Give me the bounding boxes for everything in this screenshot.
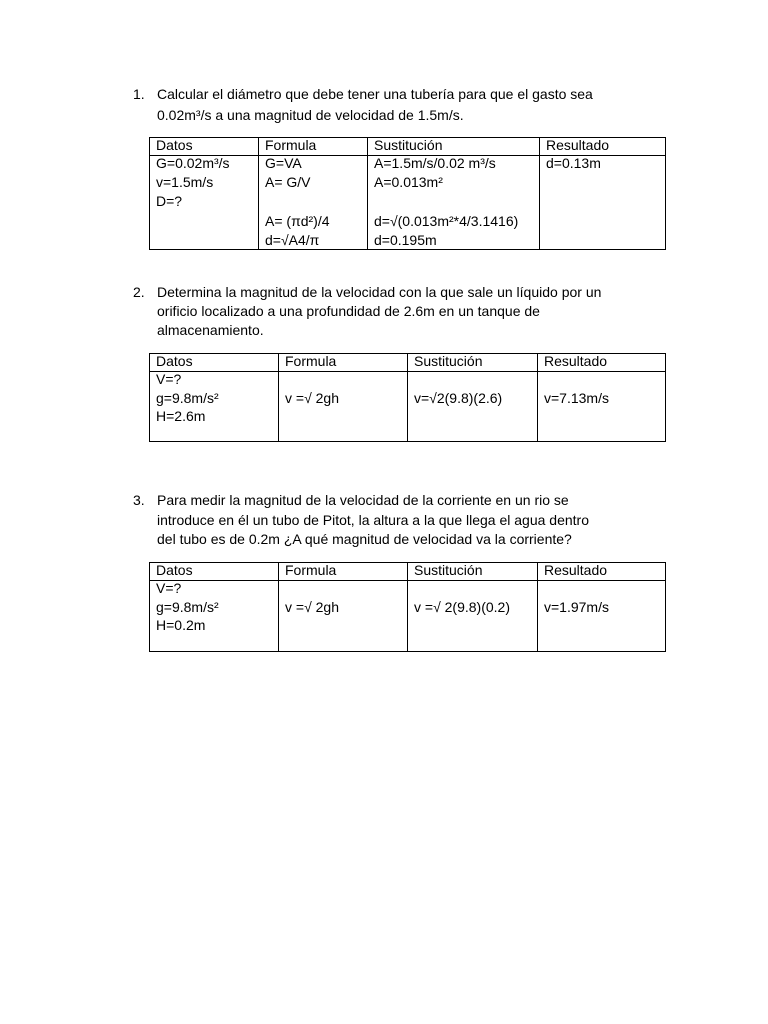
datos-line: H=0.2m <box>156 617 206 633</box>
formula-line: v =√ 2gh <box>285 598 339 615</box>
datos-line: G=0.02m³/s <box>156 155 230 171</box>
statement-line: Para medir la magnitud de la velocidad de la corriente en un rio se <box>157 492 569 508</box>
solution-table <box>149 562 666 652</box>
datos-line: g=9.8m/s² <box>156 389 219 406</box>
cell-sustitucion <box>367 155 539 249</box>
solution-table <box>149 137 666 250</box>
formula-line: d=√A4/π <box>265 231 320 248</box>
statement-line: orificio localizado a una profundidad de 2.6m en un tanque de <box>157 303 540 319</box>
header-resultado: Resultado <box>537 562 665 580</box>
sustitucion-line: d=√(0.013m²*4/3.1416) <box>374 212 519 229</box>
resultado-line: v=1.97m/s <box>544 598 609 615</box>
statement-line: 0.02m³/s a una magnitud de velocidad de 1.5m/s. <box>157 106 464 123</box>
sustitucion-line: v=√2(9.8)(2.6) <box>414 389 503 406</box>
statement-line: Calcular el diámetro que debe tener una tubería para que el gasto sea <box>157 86 593 102</box>
formula-line: A= G/V <box>265 174 311 191</box>
datos-line: V=? <box>156 371 182 387</box>
cell-sustitucion <box>407 580 537 651</box>
blank-line <box>374 192 539 211</box>
formula-line: A= (πd²)/4 <box>265 212 330 229</box>
header-resultado: Resultado <box>539 137 665 155</box>
datos-line: V=? <box>156 580 182 596</box>
header-formula: Formula <box>258 137 367 155</box>
sustitucion-line: A=0.013m² <box>374 174 443 191</box>
header-datos: Datos <box>149 137 258 155</box>
statement-line: Determina la magnitud de la velocidad con la que sale un líquido por un <box>157 284 602 300</box>
sustitucion-line: d=0.195m <box>374 231 437 248</box>
header-resultado: Resultado <box>537 353 665 371</box>
datos-line: D=? <box>156 193 183 210</box>
statement-line: del tubo es de 0.2m ¿A qué magnitud de velocidad va la corriente? <box>157 531 572 547</box>
cell-resultado <box>537 371 665 441</box>
blank-line <box>265 192 367 211</box>
sustitucion-line: v =√ 2(9.8)(0.2) <box>414 598 510 615</box>
header-sustitucion: Sustitución <box>407 562 537 580</box>
problem-statement <box>157 283 601 340</box>
cell-resultado <box>539 155 665 249</box>
statement-line: almacenamiento. <box>157 322 264 338</box>
header-sustitucion: Sustitución <box>407 353 537 371</box>
cell-sustitucion <box>407 371 537 441</box>
cell-formula <box>258 155 367 249</box>
statement-line: introduce en él un tubo de Pitot, la altura a la que llega el agua dentro <box>157 511 589 528</box>
cell-datos <box>149 155 258 249</box>
formula-line: v =√ 2gh <box>285 389 339 406</box>
cell-formula <box>278 371 407 441</box>
formula-line: G=VA <box>265 155 302 171</box>
cell-datos <box>149 580 278 651</box>
resultado-line: d=0.13m <box>546 155 601 171</box>
problem-number: 2. <box>133 284 145 300</box>
cell-formula <box>278 580 407 651</box>
header-datos: Datos <box>149 353 278 371</box>
problem-number: 3. <box>133 492 145 508</box>
problem-statement <box>157 491 589 550</box>
header-formula: Formula <box>278 562 407 580</box>
problem-number: 1. <box>133 86 145 102</box>
header-formula: Formula <box>278 353 407 371</box>
datos-line: g=9.8m/s² <box>156 598 219 615</box>
cell-datos <box>149 371 278 441</box>
resultado-line: v=7.13m/s <box>544 389 609 406</box>
problem-statement <box>157 84 593 125</box>
datos-line: v=1.5m/s <box>156 174 214 191</box>
header-datos: Datos <box>149 562 278 580</box>
solution-table <box>149 353 666 442</box>
sustitucion-line: A=1.5m/s/0.02 m³/s <box>374 155 496 171</box>
header-sustitucion: Sustitución <box>367 137 539 155</box>
cell-resultado <box>537 580 665 651</box>
datos-line: H=2.6m <box>156 408 206 424</box>
